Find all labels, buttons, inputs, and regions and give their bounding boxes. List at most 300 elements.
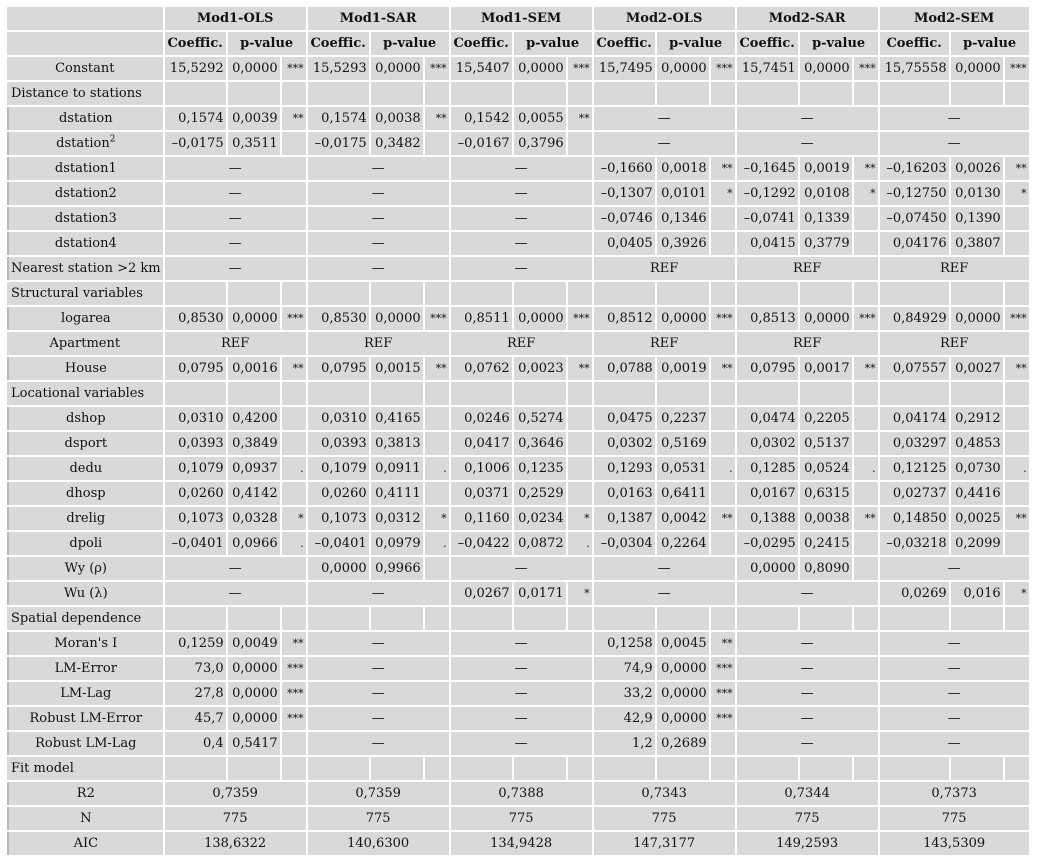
coefficient-value: –0,03218 xyxy=(880,532,949,555)
row-label xyxy=(7,582,163,605)
section-row xyxy=(7,82,1029,105)
coefficient-value: –0,1292 xyxy=(737,182,798,205)
row-label xyxy=(7,182,163,205)
model-header: Mod2-SEM xyxy=(880,7,1029,30)
coefficient-value: 0,0302 xyxy=(594,432,655,455)
significance-stars: *** xyxy=(282,307,306,330)
empty-cell xyxy=(308,282,369,305)
empty-cell xyxy=(451,607,512,630)
coefficient-value: 0,1542 xyxy=(451,107,512,130)
significance-stars xyxy=(1005,432,1029,455)
coefficient-value: –0,0401 xyxy=(165,532,226,555)
row-label xyxy=(7,507,163,530)
coefficient-value: –0,1645 xyxy=(737,157,798,180)
row-label-text: Robust LM-Error xyxy=(29,711,143,726)
p-value: 0,0966 xyxy=(228,532,280,555)
row-label-text: dstation4 xyxy=(54,236,117,251)
empty-dash: — xyxy=(737,107,878,130)
p-value: 0,0130 xyxy=(951,182,1003,205)
empty-dash: — xyxy=(308,257,449,280)
significance-stars: *** xyxy=(1005,57,1029,80)
coefficient-value: 0,07557 xyxy=(880,357,949,380)
empty-cell xyxy=(657,82,709,105)
p-value: 0,2264 xyxy=(657,532,709,555)
empty-cell xyxy=(951,757,1003,780)
significance-stars: . xyxy=(282,457,306,480)
empty-cell xyxy=(514,282,566,305)
significance-stars xyxy=(1005,207,1029,230)
empty-dash: — xyxy=(165,157,306,180)
empty-cell xyxy=(594,282,655,305)
empty-dash: — xyxy=(737,657,878,680)
coefficient-value: –0,1660 xyxy=(594,157,655,180)
coefficient-value: 0,1387 xyxy=(594,507,655,530)
coefficient-value: 0,1079 xyxy=(165,457,226,480)
coefficient-value: –0,0175 xyxy=(308,132,369,155)
significance-stars xyxy=(711,407,735,430)
significance-stars xyxy=(854,232,878,255)
empty-cell xyxy=(880,757,949,780)
empty-cell xyxy=(282,82,306,105)
row-label-text: House xyxy=(64,361,107,376)
row-label xyxy=(7,157,163,180)
empty-cell xyxy=(854,282,878,305)
empty-cell xyxy=(308,757,369,780)
row-label xyxy=(7,657,163,680)
p-value: 0,0000 xyxy=(228,707,280,730)
fit-value: 143,5309 xyxy=(880,832,1029,855)
p-value: 0,1235 xyxy=(514,457,566,480)
coefficient-value: 0,1574 xyxy=(308,107,369,130)
p-value: 0,2689 xyxy=(657,732,709,755)
corner-cell xyxy=(7,32,163,55)
coefficient-value: 0,0310 xyxy=(165,407,226,430)
section-title: Distance to stations xyxy=(7,82,163,105)
row-label-text: Nearest station >2 km xyxy=(11,261,161,276)
significance-stars: . xyxy=(568,532,592,555)
coefficient-value: 0,84929 xyxy=(880,307,949,330)
p-value: 0,0000 xyxy=(800,57,852,80)
empty-cell xyxy=(657,282,709,305)
empty-dash: — xyxy=(165,207,306,230)
row-label xyxy=(7,707,163,730)
coefficient-value: 0,0393 xyxy=(165,432,226,455)
empty-dash: — xyxy=(737,682,878,705)
empty-cell xyxy=(514,82,566,105)
fit-value: 138,6322 xyxy=(165,832,306,855)
significance-stars: . xyxy=(1005,457,1029,480)
p-value: 0,4416 xyxy=(951,482,1003,505)
table-row xyxy=(7,157,1029,180)
coefficient-value: 0,8530 xyxy=(165,307,226,330)
significance-stars xyxy=(425,407,449,430)
significance-stars xyxy=(1005,532,1029,555)
row-label xyxy=(7,682,163,705)
row-label xyxy=(7,307,163,330)
table-row xyxy=(7,707,1029,730)
coefficient-value: –0,0741 xyxy=(737,207,798,230)
empty-cell xyxy=(854,607,878,630)
significance-stars xyxy=(711,532,735,555)
model-header: Mod1-SAR xyxy=(308,7,449,30)
row-label xyxy=(7,782,163,805)
empty-cell xyxy=(568,757,592,780)
empty-cell xyxy=(657,607,709,630)
row-label xyxy=(7,232,163,255)
fit-value: 0,7344 xyxy=(737,782,878,805)
coefficient-value: 0,0795 xyxy=(165,357,226,380)
significance-stars: *** xyxy=(711,57,735,80)
row-label-text: Robust LM-Lag xyxy=(35,736,137,751)
empty-dash: — xyxy=(451,557,592,580)
significance-stars: ** xyxy=(854,157,878,180)
section-title: Spatial dependence xyxy=(7,607,163,630)
coefficient-value: 0,0260 xyxy=(165,482,226,505)
section-row xyxy=(7,757,1029,780)
p-value: 0,3849 xyxy=(228,432,280,455)
empty-dash: — xyxy=(880,657,1029,680)
row-label xyxy=(7,357,163,380)
empty-dash: — xyxy=(880,107,1029,130)
significance-stars xyxy=(282,432,306,455)
p-value: 0,0524 xyxy=(800,457,852,480)
empty-dash: — xyxy=(451,257,592,280)
empty-cell xyxy=(165,382,226,405)
p-value: 0,3779 xyxy=(800,232,852,255)
section-title: Fit model xyxy=(7,757,163,780)
coefficient-value: 73,0 xyxy=(165,657,226,680)
p-value: 0,2237 xyxy=(657,407,709,430)
p-value: 0,9966 xyxy=(371,557,423,580)
empty-cell xyxy=(568,282,592,305)
p-value: 0,6315 xyxy=(800,482,852,505)
p-value: 0,0045 xyxy=(657,632,709,655)
coefficient-value: –0,0295 xyxy=(737,532,798,555)
significance-stars xyxy=(1005,407,1029,430)
significance-stars xyxy=(854,482,878,505)
empty-dash: — xyxy=(880,707,1029,730)
coefficient-value: 0,04174 xyxy=(880,407,949,430)
p-value: 0,4165 xyxy=(371,407,423,430)
p-value: 0,6411 xyxy=(657,482,709,505)
pvalue-subheader: p-value xyxy=(228,32,306,55)
empty-cell xyxy=(711,757,735,780)
row-label-text: Wu (λ) xyxy=(63,586,108,601)
p-value: 0,2099 xyxy=(951,532,1003,555)
row-label xyxy=(7,732,163,755)
fit-value: 775 xyxy=(451,807,592,830)
coefficient-value: –0,16203 xyxy=(880,157,949,180)
table-row xyxy=(7,632,1029,655)
empty-cell xyxy=(451,382,512,405)
p-value: 0,0023 xyxy=(514,357,566,380)
empty-cell xyxy=(594,82,655,105)
model-header-row xyxy=(7,7,1029,30)
p-value: 0,0171 xyxy=(514,582,566,605)
coefficient-value: 15,5293 xyxy=(308,57,369,80)
empty-cell xyxy=(711,382,735,405)
table-row xyxy=(7,107,1029,130)
coefficient-value: 0,03297 xyxy=(880,432,949,455)
significance-stars xyxy=(711,232,735,255)
row-label xyxy=(7,832,163,855)
empty-cell xyxy=(1005,607,1029,630)
significance-stars: *** xyxy=(711,307,735,330)
empty-cell xyxy=(800,282,852,305)
table-row xyxy=(7,807,1029,830)
fit-value: 775 xyxy=(165,807,306,830)
significance-stars: * xyxy=(568,507,592,530)
p-value: 0,2912 xyxy=(951,407,1003,430)
significance-stars: *** xyxy=(711,682,735,705)
empty-cell xyxy=(951,382,1003,405)
empty-cell xyxy=(657,757,709,780)
coefficient-value: –0,0175 xyxy=(165,132,226,155)
table-row xyxy=(7,132,1029,155)
p-value: 0,0108 xyxy=(800,182,852,205)
significance-stars: *** xyxy=(568,57,592,80)
coefficient-value: 0,1388 xyxy=(737,507,798,530)
section-row xyxy=(7,382,1029,405)
row-label xyxy=(7,407,163,430)
p-value: 0,0025 xyxy=(951,507,1003,530)
pvalue-subheader: p-value xyxy=(800,32,878,55)
p-value: 0,0000 xyxy=(228,682,280,705)
coefficient-value: 27,8 xyxy=(165,682,226,705)
coefficient-value: 0,4 xyxy=(165,732,226,755)
p-value: 0,0026 xyxy=(951,157,1003,180)
coefficient-value: 0,0795 xyxy=(737,357,798,380)
model-header: Mod1-SEM xyxy=(451,7,592,30)
coefficient-value: 0,1259 xyxy=(165,632,226,655)
significance-stars xyxy=(711,482,735,505)
significance-stars: *** xyxy=(282,707,306,730)
row-label xyxy=(7,132,163,155)
p-value: 0,1339 xyxy=(800,207,852,230)
significance-stars: ** xyxy=(1005,157,1029,180)
coefficient-value: 0,0405 xyxy=(594,232,655,255)
empty-cell xyxy=(880,607,949,630)
empty-dash: — xyxy=(165,582,306,605)
column-subheader-row xyxy=(7,32,1029,55)
corner-cell xyxy=(7,7,163,30)
empty-dash: — xyxy=(308,582,449,605)
fit-value: 775 xyxy=(880,807,1029,830)
coefficient-value: 0,12125 xyxy=(880,457,949,480)
coefficient-value: 0,1293 xyxy=(594,457,655,480)
row-label xyxy=(7,632,163,655)
row-label-text: logarea xyxy=(60,311,111,326)
empty-cell xyxy=(514,382,566,405)
coefficient-value: 15,7451 xyxy=(737,57,798,80)
coefficient-value: 0,0417 xyxy=(451,432,512,455)
significance-stars: ** xyxy=(711,357,735,380)
p-value: 0,0015 xyxy=(371,357,423,380)
coef-subheader: Coeffic. xyxy=(594,32,655,55)
empty-cell xyxy=(854,757,878,780)
significance-stars: ** xyxy=(711,157,735,180)
row-label-text: Moran's I xyxy=(54,636,118,651)
row-label xyxy=(7,532,163,555)
superscript: 2 xyxy=(109,134,116,145)
fit-value: 134,9428 xyxy=(451,832,592,855)
p-value: 0,0038 xyxy=(371,107,423,130)
table-row xyxy=(7,357,1029,380)
empty-dash: — xyxy=(451,682,592,705)
empty-dash: — xyxy=(308,632,449,655)
row-label-text: dedu xyxy=(69,461,103,476)
empty-cell xyxy=(568,607,592,630)
empty-dash: — xyxy=(308,157,449,180)
table-row xyxy=(7,207,1029,230)
coefficient-value: –0,1307 xyxy=(594,182,655,205)
coefficient-value: 0,1258 xyxy=(594,632,655,655)
pvalue-subheader: p-value xyxy=(657,32,735,55)
fit-value: 775 xyxy=(308,807,449,830)
significance-stars xyxy=(1005,232,1029,255)
empty-dash: — xyxy=(880,732,1029,755)
p-value: 0,0000 xyxy=(228,57,280,80)
significance-stars xyxy=(568,407,592,430)
empty-cell xyxy=(425,757,449,780)
significance-stars xyxy=(425,482,449,505)
row-label-text: dstation xyxy=(56,136,110,151)
significance-stars: ** xyxy=(425,357,449,380)
model-header: Mod1-OLS xyxy=(165,7,306,30)
row-label xyxy=(7,107,163,130)
row-label-text: Constant xyxy=(55,61,115,76)
empty-dash: — xyxy=(308,207,449,230)
coefficient-value: 0,0475 xyxy=(594,407,655,430)
empty-cell xyxy=(165,82,226,105)
p-value: 0,0019 xyxy=(657,357,709,380)
empty-cell xyxy=(308,607,369,630)
row-label-text: dsport xyxy=(64,436,108,451)
p-value: 0,3796 xyxy=(514,132,566,155)
fit-value: 149,2593 xyxy=(737,832,878,855)
fit-value: 0,7373 xyxy=(880,782,1029,805)
fit-value: 140,6300 xyxy=(308,832,449,855)
p-value: 0,0019 xyxy=(800,157,852,180)
p-value: 0,0016 xyxy=(228,357,280,380)
significance-stars xyxy=(854,557,878,580)
reference-category: REF xyxy=(451,332,592,355)
p-value: 0,2205 xyxy=(800,407,852,430)
p-value: 0,0049 xyxy=(228,632,280,655)
section-title: Structural variables xyxy=(7,282,163,305)
model-header: Mod2-OLS xyxy=(594,7,735,30)
p-value: 0,0000 xyxy=(657,657,709,680)
significance-stars xyxy=(282,482,306,505)
significance-stars: . xyxy=(282,532,306,555)
significance-stars: *** xyxy=(425,57,449,80)
p-value: 0,4111 xyxy=(371,482,423,505)
empty-cell xyxy=(228,82,280,105)
p-value: 0,0730 xyxy=(951,457,1003,480)
empty-cell xyxy=(737,757,798,780)
empty-cell xyxy=(308,382,369,405)
row-label-text: drelig xyxy=(66,511,106,526)
p-value: 0,0000 xyxy=(228,307,280,330)
empty-dash: — xyxy=(737,632,878,655)
empty-cell xyxy=(451,82,512,105)
row-label xyxy=(7,457,163,480)
empty-cell xyxy=(228,607,280,630)
p-value: 0,3646 xyxy=(514,432,566,455)
significance-stars: ** xyxy=(282,107,306,130)
p-value: 0,0000 xyxy=(951,57,1003,80)
empty-cell xyxy=(951,82,1003,105)
coefficient-value: 42,9 xyxy=(594,707,655,730)
coefficient-value: 0,0393 xyxy=(308,432,369,455)
coefficient-value: 0,0000 xyxy=(308,557,369,580)
coefficient-value: 15,75558 xyxy=(880,57,949,80)
empty-dash: — xyxy=(594,107,735,130)
p-value: 0,0872 xyxy=(514,532,566,555)
empty-dash: — xyxy=(165,182,306,205)
empty-dash: — xyxy=(880,557,1029,580)
empty-cell xyxy=(854,82,878,105)
reference-category: REF xyxy=(737,332,878,355)
empty-cell xyxy=(514,607,566,630)
model-header: Mod2-SAR xyxy=(737,7,878,30)
p-value: 0,0027 xyxy=(951,357,1003,380)
table-row xyxy=(7,582,1029,605)
significance-stars: * xyxy=(711,182,735,205)
p-value: 0,4200 xyxy=(228,407,280,430)
coefficient-value: 0,0310 xyxy=(308,407,369,430)
empty-dash: — xyxy=(451,157,592,180)
table-row xyxy=(7,507,1029,530)
section-title: Locational variables xyxy=(7,382,163,405)
table-row xyxy=(7,557,1029,580)
significance-stars: ** xyxy=(1005,357,1029,380)
empty-cell xyxy=(451,757,512,780)
table-row xyxy=(7,832,1029,855)
row-label xyxy=(7,482,163,505)
coefficient-value: 0,0762 xyxy=(451,357,512,380)
coefficient-value: 0,8530 xyxy=(308,307,369,330)
table-row xyxy=(7,657,1029,680)
significance-stars xyxy=(568,132,592,155)
empty-cell xyxy=(594,607,655,630)
significance-stars: ** xyxy=(425,107,449,130)
p-value: 0,3813 xyxy=(371,432,423,455)
reference-category: REF xyxy=(880,332,1029,355)
p-value: 0,5417 xyxy=(228,732,280,755)
table-row xyxy=(7,682,1029,705)
empty-dash: — xyxy=(880,132,1029,155)
empty-dash: — xyxy=(165,257,306,280)
empty-cell xyxy=(308,82,369,105)
empty-dash: — xyxy=(308,657,449,680)
empty-dash: — xyxy=(451,632,592,655)
reference-category: REF xyxy=(308,332,449,355)
empty-cell xyxy=(800,382,852,405)
empty-cell xyxy=(282,282,306,305)
coefficient-value: 0,0302 xyxy=(737,432,798,455)
coefficient-value: 0,0474 xyxy=(737,407,798,430)
significance-stars: . xyxy=(854,457,878,480)
empty-dash: — xyxy=(308,682,449,705)
coef-subheader: Coeffic. xyxy=(165,32,226,55)
pvalue-subheader: p-value xyxy=(951,32,1029,55)
empty-cell xyxy=(1005,282,1029,305)
pvalue-subheader: p-value xyxy=(371,32,449,55)
row-label xyxy=(7,207,163,230)
p-value: 0,0038 xyxy=(800,507,852,530)
empty-cell xyxy=(371,82,423,105)
